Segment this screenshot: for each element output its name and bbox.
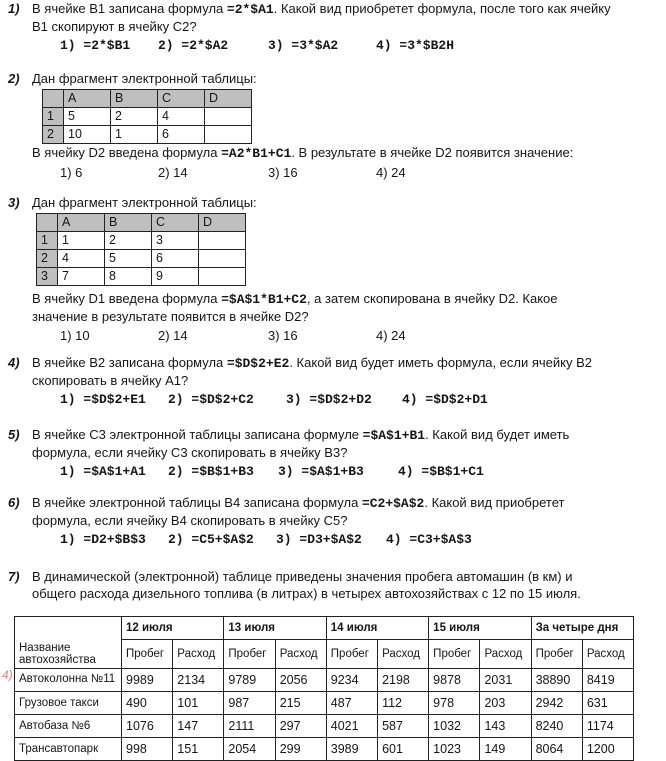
text-part: В ячейку D1 введена формула bbox=[32, 291, 222, 306]
question-text bbox=[32, 426, 658, 444]
cell: 1023 bbox=[429, 737, 480, 760]
cell: 299 bbox=[275, 737, 326, 760]
table-subheader-row bbox=[15, 640, 634, 669]
question-1 bbox=[8, 0, 658, 54]
question-5 bbox=[8, 426, 658, 480]
period-header: За четыре дня bbox=[531, 617, 633, 640]
cell: 1200 bbox=[582, 737, 633, 760]
cell: 2 bbox=[111, 108, 158, 126]
cell: 9 bbox=[152, 268, 199, 286]
cell: 8240 bbox=[531, 714, 582, 737]
cell: 4 bbox=[158, 108, 205, 126]
formula: =2*$A1 bbox=[226, 2, 274, 17]
sub-header: Расход bbox=[582, 640, 633, 669]
cell: 8 bbox=[105, 268, 152, 286]
option-4: 4) =$B$1+C1 bbox=[398, 464, 484, 479]
text-part: , а затем скопирована в ячейку D2. Какое bbox=[306, 291, 558, 306]
row-header: 1 bbox=[43, 108, 64, 126]
table-row bbox=[15, 691, 634, 714]
handwritten-margin-mark: 4) bbox=[2, 668, 13, 682]
option-3: 3) =$D$2+D2 bbox=[286, 392, 372, 407]
header-cell: B bbox=[111, 90, 158, 108]
question-text bbox=[32, 144, 658, 162]
cell bbox=[199, 268, 246, 286]
question-3 bbox=[8, 194, 658, 344]
option-1: 1) 10 bbox=[60, 328, 90, 343]
fragment-table bbox=[42, 89, 252, 144]
answer-options bbox=[60, 164, 658, 181]
cell: 215 bbox=[275, 691, 326, 714]
option-1: 1) 6 bbox=[60, 165, 83, 180]
option-2: 2) 14 bbox=[158, 165, 188, 180]
question-number: 3) bbox=[8, 195, 20, 210]
question-text: В динамической (электронной) таблице приведены значения пробега автомашин (в км) и bbox=[32, 569, 573, 584]
cell: 3989 bbox=[326, 737, 377, 760]
cell: 6 bbox=[152, 250, 199, 268]
formula: =C2+$A$2 bbox=[361, 496, 425, 511]
option-1: 1) =$D$2+E1 bbox=[60, 392, 146, 407]
sub-header: Пробег bbox=[224, 640, 275, 669]
cell: 10 bbox=[64, 126, 111, 144]
cell: 2111 bbox=[224, 714, 275, 737]
cell: 7 bbox=[58, 268, 105, 286]
question-intro: Дан фрагмент электронной таблицы: bbox=[32, 71, 257, 86]
sub-header: Пробег bbox=[429, 640, 480, 669]
answer-options bbox=[60, 37, 658, 54]
cell: 490 bbox=[122, 691, 173, 714]
cell: 101 bbox=[173, 691, 224, 714]
cell: 631 bbox=[582, 691, 633, 714]
option-3: 3) =3*$A2 bbox=[268, 38, 339, 53]
option-3: 3) 16 bbox=[268, 165, 298, 180]
question-text bbox=[32, 0, 658, 18]
header-cell: A bbox=[64, 90, 111, 108]
text-part: В ячейке B2 записана формула bbox=[32, 355, 227, 370]
option-2: 2) =$B$1+B3 bbox=[168, 464, 254, 479]
sub-header: Расход bbox=[378, 640, 429, 669]
question-text-line2: общего расхода дизельного топлива (в литрах) в четырех автохозяйствах с 12 по 15 июля. bbox=[32, 586, 581, 601]
formula: =A2*B1+C1 bbox=[221, 146, 292, 161]
text-part: В ячейке B1 записана формула bbox=[32, 1, 227, 16]
question-number: 1) bbox=[8, 1, 20, 16]
cell bbox=[205, 126, 252, 144]
sub-header: Расход bbox=[275, 640, 326, 669]
cell bbox=[199, 232, 246, 250]
cell: 1076 bbox=[122, 714, 173, 737]
cell: 987 bbox=[224, 691, 275, 714]
header-cell bbox=[43, 90, 64, 108]
option-1: 1) =D2+$B$3 bbox=[60, 532, 146, 547]
question-text bbox=[32, 494, 658, 512]
table-row bbox=[43, 108, 252, 126]
option-2: 2) =C5+$A$2 bbox=[168, 532, 254, 547]
period-header: 13 июля bbox=[224, 617, 326, 640]
cell: 203 bbox=[480, 691, 531, 714]
formula: =$A$1*B1+C2 bbox=[221, 292, 307, 307]
row-name: Автобаза №6 bbox=[15, 714, 122, 737]
empty-header-cell bbox=[15, 617, 122, 640]
cell: 2056 bbox=[275, 668, 326, 691]
cell: 6 bbox=[158, 126, 205, 144]
option-4: 4) 24 bbox=[376, 328, 406, 343]
cell bbox=[205, 108, 252, 126]
text-part: В ячейке электронной таблицы B4 записана формула bbox=[32, 495, 362, 510]
question-4 bbox=[8, 354, 658, 408]
cell: 1 bbox=[111, 126, 158, 144]
question-6 bbox=[8, 494, 658, 548]
question-text-line2: B1 скопируют в ячейку C2? bbox=[32, 19, 197, 34]
option-2: 2) =2*$A2 bbox=[158, 38, 229, 53]
cell: 9878 bbox=[429, 668, 480, 691]
cell: 2031 bbox=[480, 668, 531, 691]
option-1: 1) =$A$1+A1 bbox=[60, 464, 146, 479]
cell: 9234 bbox=[326, 668, 377, 691]
table-row bbox=[37, 250, 246, 268]
option-4: 4) =C3+$A$3 bbox=[386, 532, 472, 547]
row-header: 2 bbox=[43, 126, 64, 144]
question-text-line2: формула, если ячейку C3 скопировать в ячейку B3? bbox=[32, 445, 348, 460]
question-2 bbox=[8, 70, 658, 181]
fragment-table bbox=[36, 213, 246, 286]
cell: 487 bbox=[326, 691, 377, 714]
cell: 8419 bbox=[582, 668, 633, 691]
sub-header: Пробег bbox=[531, 640, 582, 669]
question-text bbox=[32, 354, 658, 372]
text-part: В ячейку D2 введена формула bbox=[32, 145, 222, 160]
question-text bbox=[32, 290, 658, 308]
cell: 38890 bbox=[531, 668, 582, 691]
header-cell: C bbox=[152, 214, 199, 232]
question-text-line2: формула, если ячейку B4 скопировать в ячейку C5? bbox=[32, 513, 348, 528]
row-header: 3 bbox=[37, 268, 58, 286]
answer-options bbox=[60, 327, 658, 344]
option-4: 4) =3*$B2H bbox=[376, 38, 455, 53]
cell bbox=[199, 250, 246, 268]
cell: 4021 bbox=[326, 714, 377, 737]
row-name: Грузовое такси bbox=[15, 691, 122, 714]
cell: 9789 bbox=[224, 668, 275, 691]
option-3: 3) =D3+$A$2 bbox=[276, 532, 362, 547]
cell: 601 bbox=[378, 737, 429, 760]
table-row bbox=[15, 668, 634, 691]
cell: 1032 bbox=[429, 714, 480, 737]
name-header: Название автохозяйства bbox=[15, 640, 122, 669]
cell: 149 bbox=[480, 737, 531, 760]
question-text-line2: скопировать в ячейку A1? bbox=[32, 373, 189, 388]
period-header: 12 июля bbox=[122, 617, 224, 640]
option-3: 3) =$A$1+B3 bbox=[278, 464, 364, 479]
question-text-line2: значение в результате появится в ячейке D2? bbox=[32, 309, 309, 324]
row-header: 2 bbox=[37, 250, 58, 268]
sub-header: Расход bbox=[173, 640, 224, 669]
header-cell: D bbox=[205, 90, 252, 108]
header-cell: B bbox=[105, 214, 152, 232]
table-row bbox=[15, 714, 634, 737]
text-part: . В результате в ячейке D2 появится значение: bbox=[291, 145, 574, 160]
table-row bbox=[37, 232, 246, 250]
cell: 297 bbox=[275, 714, 326, 737]
question-number: 4) bbox=[8, 355, 20, 370]
table-row bbox=[43, 126, 252, 144]
mileage-table bbox=[14, 616, 634, 761]
option-4: 4) 24 bbox=[376, 165, 406, 180]
cell: 978 bbox=[429, 691, 480, 714]
cell: 587 bbox=[378, 714, 429, 737]
text-part: . Какой вид приобретет формула, после того как ячейку bbox=[273, 1, 611, 16]
answer-options bbox=[60, 531, 658, 548]
question-number: 5) bbox=[8, 427, 20, 442]
cell: 2198 bbox=[378, 668, 429, 691]
row-name: Автоколонна №11 bbox=[15, 668, 122, 691]
option-2: 2) 14 bbox=[158, 328, 188, 343]
cell: 998 bbox=[122, 737, 173, 760]
table-row bbox=[15, 737, 634, 760]
row-name: Трансавтопарк bbox=[15, 737, 122, 760]
period-header: 14 июля bbox=[326, 617, 428, 640]
sub-header: Пробег bbox=[122, 640, 173, 669]
option-1: 1) =2*$B1 bbox=[60, 38, 131, 53]
cell: 2 bbox=[105, 232, 152, 250]
question-intro: Дан фрагмент электронной таблицы: bbox=[32, 195, 257, 210]
option-4: 4) =$D$2+D1 bbox=[402, 392, 488, 407]
cell: 143 bbox=[480, 714, 531, 737]
text-part: В ячейке C3 электронной таблицы записана формуле bbox=[32, 427, 363, 442]
question-number: 7) bbox=[8, 569, 20, 584]
cell: 2134 bbox=[173, 668, 224, 691]
table-header-row bbox=[15, 617, 634, 640]
cell: 8064 bbox=[531, 737, 582, 760]
question-7 bbox=[8, 568, 658, 602]
cell: 4 bbox=[58, 250, 105, 268]
cell: 112 bbox=[378, 691, 429, 714]
text-part: . Какой вид приобретет bbox=[424, 495, 565, 510]
cell: 5 bbox=[105, 250, 152, 268]
formula: =$A$1+B1 bbox=[362, 428, 426, 443]
sub-header: Расход bbox=[480, 640, 531, 669]
cell: 1174 bbox=[582, 714, 633, 737]
header-cell bbox=[37, 214, 58, 232]
cell: 1 bbox=[58, 232, 105, 250]
answer-options bbox=[60, 391, 658, 408]
formula: =$D$2+E2 bbox=[226, 356, 290, 371]
text-part: . Какой вид будет иметь bbox=[425, 427, 570, 442]
header-cell: C bbox=[158, 90, 205, 108]
cell: 5 bbox=[64, 108, 111, 126]
cell: 147 bbox=[173, 714, 224, 737]
cell: 9989 bbox=[122, 668, 173, 691]
sub-header: Пробег bbox=[326, 640, 377, 669]
answer-options bbox=[60, 463, 658, 480]
cell: 3 bbox=[152, 232, 199, 250]
cell: 2942 bbox=[531, 691, 582, 714]
option-2: 2) =$D$2+C2 bbox=[168, 392, 254, 407]
header-cell: D bbox=[199, 214, 246, 232]
text-part: . Какой вид будет иметь формула, если ячейку B2 bbox=[289, 355, 593, 370]
question-number: 2) bbox=[8, 71, 20, 86]
cell: 151 bbox=[173, 737, 224, 760]
option-3: 3) 16 bbox=[268, 328, 298, 343]
header-cell: A bbox=[58, 214, 105, 232]
table-row bbox=[37, 268, 246, 286]
period-header: 15 июля bbox=[429, 617, 531, 640]
cell: 2054 bbox=[224, 737, 275, 760]
question-number: 6) bbox=[8, 495, 20, 510]
table-header-row bbox=[37, 214, 246, 232]
table-header-row bbox=[43, 90, 252, 108]
row-header: 1 bbox=[37, 232, 58, 250]
